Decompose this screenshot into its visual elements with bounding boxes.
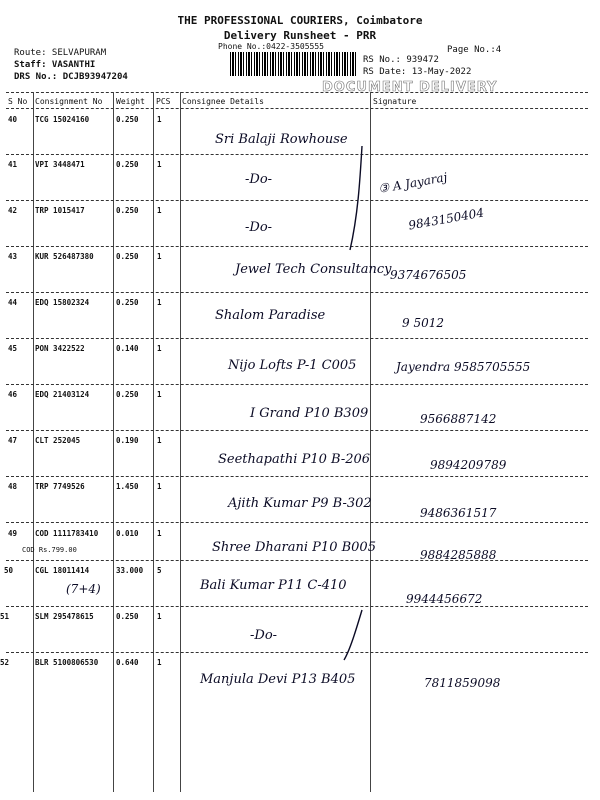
staff: Staff: VASANTHI <box>14 60 96 70</box>
row-sno: 44 <box>8 298 18 307</box>
row-consignment: BLR 5100806530 <box>35 658 99 667</box>
row-pcs: 1 <box>157 206 162 215</box>
row-signature: 9944456672 <box>406 592 483 606</box>
row-consignment: CLT 252045 <box>35 436 81 445</box>
row-consignee: Ajith Kumar P9 B-302 <box>228 496 372 511</box>
row-weight: 0.250 <box>116 252 139 261</box>
row-weight: 0.250 <box>116 390 139 399</box>
row-signature: 9566887142 <box>420 412 497 426</box>
row-consignee: Shree Dharani P10 B005 <box>212 540 376 555</box>
row-consignment: EDQ 21403124 <box>35 390 90 399</box>
row-consignment: KUR 526487380 <box>35 252 94 261</box>
document-delivery-stamp: DOCUMENT DELIVERY <box>322 80 498 95</box>
courier-title: THE PROFESSIONAL COURIERS, Coimbatore <box>177 14 423 27</box>
row-pcs: 1 <box>157 529 162 538</box>
row-consignment: CGL 18011414 <box>35 566 90 575</box>
route: Route: SELVAPURAM <box>14 48 107 58</box>
row-consignment: TRP 7749526 <box>35 482 85 491</box>
page-number: Page No.:4 <box>447 45 502 55</box>
row-consignee: I Grand P10 B309 <box>250 406 369 421</box>
ditto-stroke <box>344 610 362 660</box>
row-sno: 52 <box>0 658 10 667</box>
row-weight: 0.140 <box>116 344 139 353</box>
row-weight: 33.000 <box>116 566 144 575</box>
row-pcs: 1 <box>157 436 162 445</box>
row-weight: 1.450 <box>116 482 139 491</box>
row-consignee: Nijo Lofts P-1 C005 <box>228 358 357 373</box>
rs-date: RS Date: 13-May-2022 <box>363 67 472 77</box>
ditto-stroke <box>350 146 362 250</box>
row-weight: 0.010 <box>116 529 139 538</box>
row-weight: 0.250 <box>116 206 139 215</box>
row-sno: 41 <box>8 160 18 169</box>
row-cod-amount: COD Rs.799.00 <box>22 546 77 554</box>
row-pcs: 1 <box>157 482 162 491</box>
row-signature: Jayendra 9585705555 <box>396 360 531 374</box>
row-sno: 48 <box>8 482 18 491</box>
col-weight: Weight <box>116 97 145 106</box>
drs-number: DRS No.: DCJB93947204 <box>14 72 128 82</box>
row-pcs: 1 <box>157 252 162 261</box>
rs-number: RS No.: 939472 <box>363 55 439 65</box>
row-consignment: PON 3422522 <box>35 344 85 353</box>
row-weight: 0.250 <box>116 160 139 169</box>
row-consignee: Jewel Tech Consultancy <box>235 262 392 277</box>
row-weight: 0.250 <box>116 115 139 124</box>
row-consignment: TCG 15024160 <box>35 115 90 124</box>
row-pcs: 1 <box>157 115 162 124</box>
row-sno: 49 <box>8 529 18 538</box>
row-signature: 9843150404 <box>407 205 485 233</box>
row-consignee: Manjula Devi P13 B405 <box>200 672 356 687</box>
row-sno: 45 <box>8 344 18 353</box>
row-consignment: SLM 295478615 <box>35 612 94 621</box>
col-consignee: Consignee Details <box>182 97 264 106</box>
row-consignee: Seethapathi P10 B-206 <box>218 452 371 467</box>
row-consignment: TRP 1015417 <box>35 206 85 215</box>
row-weight: 0.250 <box>116 612 139 621</box>
row-consignee: -Do- <box>250 628 278 643</box>
row-pcs: 1 <box>157 344 162 353</box>
row-pcs: 1 <box>157 160 162 169</box>
row-sno: 51 <box>0 612 10 621</box>
row-signature: 9486361517 <box>420 506 497 520</box>
row-signature: 9894209789 <box>430 458 507 472</box>
row-pcs: 1 <box>157 658 162 667</box>
row-consignment: COD 1111783410 <box>35 529 99 538</box>
row-sno: 42 <box>8 206 18 215</box>
phone-number: Phone No.:0422-3505555 <box>218 42 324 51</box>
row-consignee: -Do- <box>245 172 273 187</box>
row-sno: 46 <box>8 390 18 399</box>
row-sno: 47 <box>8 436 18 445</box>
row-pcs: 1 <box>157 298 162 307</box>
col-pcs: PCS <box>156 97 171 106</box>
row-consignee: Sri Balaji Rowhouse <box>215 132 348 147</box>
row-signature: 9 5012 <box>402 316 444 330</box>
runsheet-title: Delivery Runsheet - PRR <box>223 29 377 42</box>
row-sno: 50 <box>4 566 14 575</box>
row-sno: 40 <box>8 115 18 124</box>
row-pcs: 1 <box>157 390 162 399</box>
col-signature: Signature <box>373 97 417 106</box>
row-weight: 0.640 <box>116 658 139 667</box>
row-weight: 0.250 <box>116 298 139 307</box>
row-pcs: 1 <box>157 612 162 621</box>
col-consignment: Consignment No <box>35 97 103 106</box>
row-signature: 9374676505 <box>390 268 467 282</box>
row-signature: ③ A Jayaraj <box>377 170 449 196</box>
row-consignee: Shalom Paradise <box>215 308 326 323</box>
row-consignee: Bali Kumar P11 C-410 <box>200 578 347 593</box>
row-consignee: -Do- <box>245 220 273 235</box>
row-consignment: EDQ 15802324 <box>35 298 90 307</box>
row-consignment: VPI 3448471 <box>35 160 85 169</box>
row-sno: 43 <box>8 252 18 261</box>
row-pcs: 5 <box>157 566 162 575</box>
row-weight: 0.190 <box>116 436 139 445</box>
col-sno: S No <box>8 97 28 106</box>
row-signature: 9884285888 <box>420 548 497 562</box>
row-signature: 7811859098 <box>424 676 501 690</box>
row-piece-note: (7+4) <box>66 582 101 596</box>
